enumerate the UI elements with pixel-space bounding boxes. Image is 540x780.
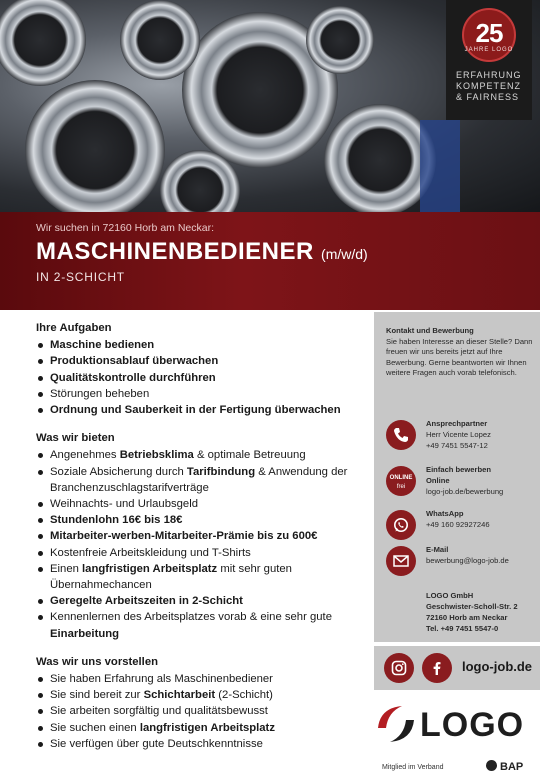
list-item-text: Sie verfügen über gute Deutschkenntnisse bbox=[50, 737, 263, 750]
company-street: Geschwister-Scholl-Str. 2 bbox=[426, 602, 518, 611]
email-title: E-Mail bbox=[426, 545, 449, 554]
company-logo bbox=[374, 700, 540, 750]
online-text bbox=[426, 464, 538, 497]
bap-mark-icon bbox=[486, 760, 497, 771]
gender-tag: (m/w/d) bbox=[321, 246, 368, 262]
badge-line: & FAIRNESS bbox=[456, 92, 520, 102]
list-item-text: Einen bbox=[50, 562, 83, 575]
list-item-text: langfristigen Arbeitsplatz bbox=[82, 562, 218, 575]
job-title-text: MASCHINENBEDIENER bbox=[36, 238, 314, 265]
list-item-text: & Anwendung der Branchenzuschlagstarifverträge bbox=[50, 465, 348, 494]
section-bieten bbox=[36, 430, 366, 642]
list-item-text: Sie haben Erfahrung als Maschinenbediener bbox=[50, 673, 273, 686]
list-item-text: Weihnachts- und Urlaubsgeld bbox=[50, 498, 198, 511]
badge-sub: JAHRE LOGO bbox=[464, 47, 514, 53]
logo-mark-icon bbox=[374, 702, 418, 746]
section-vorstellen bbox=[36, 654, 366, 752]
list-item bbox=[36, 464, 366, 496]
job-title bbox=[36, 238, 368, 266]
membership-note: Mitglied im Verband bbox=[382, 764, 444, 771]
list-item-text: Maschine bedienen bbox=[50, 339, 155, 352]
bap-logo bbox=[486, 760, 523, 773]
list-item-text: Angenehmes bbox=[50, 449, 120, 462]
list-item bbox=[36, 402, 366, 418]
section-heading: Was wir uns vorstellen bbox=[36, 655, 158, 668]
website-link[interactable]: logo-job.de bbox=[462, 659, 533, 674]
list-item bbox=[36, 671, 366, 687]
list-item bbox=[36, 609, 366, 641]
social-bar bbox=[374, 646, 540, 690]
list-item bbox=[36, 545, 366, 561]
list-item-text: & optimale Betreuung bbox=[193, 449, 306, 462]
instagram-icon[interactable] bbox=[384, 653, 414, 683]
mail-icon bbox=[386, 546, 416, 576]
online-title: Einfach bewerben bbox=[426, 465, 491, 474]
list-item bbox=[36, 386, 366, 402]
company-name: LOGO GmbH bbox=[426, 591, 474, 600]
list-item bbox=[36, 528, 366, 544]
section-heading: Was wir bieten bbox=[36, 432, 115, 445]
list-item bbox=[36, 593, 366, 609]
job-description bbox=[36, 320, 366, 764]
list-item-text: mit sehr guten Übernahmechancen bbox=[50, 562, 292, 592]
list-item-text: Produktionsablauf überwachen bbox=[50, 355, 219, 368]
list-item bbox=[36, 370, 366, 386]
list-item bbox=[36, 703, 366, 719]
section-aufgaben bbox=[36, 320, 366, 418]
section-heading: Ihre Aufgaben bbox=[36, 322, 112, 334]
bullet-list bbox=[36, 671, 366, 752]
list-item-text: Tarifbindung bbox=[186, 465, 256, 478]
whatsapp-number[interactable]: +49 160 92927246 bbox=[426, 520, 490, 529]
phone-name: Herr Vicente Lopez bbox=[426, 430, 491, 439]
online-line: Online bbox=[426, 476, 450, 485]
list-item-text: Betriebsklima bbox=[119, 449, 194, 462]
phone-number[interactable]: +49 7451 5547-12 bbox=[426, 441, 488, 450]
contact-intro-text: Sie haben Interesse an dieser Stelle? Dann freuen wir uns bereits jetzt auf Ihre Bewerbung. Gerne beantworten wir Ihnen weitere Fragen auch vorab telefonisch. bbox=[386, 336, 533, 378]
list-item-text: Kennenlernen des Arbeitsplatzes vorab & eine sehr gute bbox=[50, 611, 332, 624]
list-item-text: Mitarbeiter-werben-Mitarbeiter-Prämie bis zu 600€ bbox=[50, 530, 318, 543]
list-item-text: Sie suchen einen bbox=[50, 721, 140, 734]
online-url[interactable]: logo-job.de/bewerbung bbox=[426, 487, 504, 496]
company-address bbox=[426, 590, 536, 634]
online-badge-line: frei bbox=[396, 484, 406, 490]
online-badge-line: ONLINE bbox=[389, 475, 413, 481]
facebook-icon[interactable] bbox=[422, 653, 452, 683]
bullet-list bbox=[36, 447, 366, 641]
list-item bbox=[36, 337, 366, 353]
contact-sidebar bbox=[374, 312, 540, 642]
contact-intro bbox=[386, 326, 534, 379]
badge-circle bbox=[462, 8, 516, 62]
list-item-text: Sie arbeiten sorgfältig und qualitätsbewusst bbox=[50, 705, 268, 718]
hero-image bbox=[0, 0, 540, 212]
list-item-text: Qualitätskontrolle durchführen bbox=[50, 371, 216, 384]
email-text bbox=[426, 544, 538, 566]
email-address[interactable]: bewerbung@logo-job.de bbox=[426, 556, 509, 565]
list-item-text: Störungen beheben bbox=[50, 387, 150, 400]
list-item-text: Kostenfreie Arbeitskleidung und T-Shirts bbox=[50, 546, 251, 559]
whatsapp-icon bbox=[386, 510, 416, 540]
location-intro: Wir suchen in 72160 Horb am Neckar: bbox=[36, 222, 214, 234]
phone-text bbox=[426, 418, 538, 451]
anniversary-badge bbox=[446, 0, 532, 120]
badge-claims bbox=[456, 70, 532, 103]
whatsapp-text bbox=[426, 508, 538, 530]
list-item bbox=[36, 353, 366, 369]
bap-text: BAP bbox=[500, 761, 524, 773]
list-item-text: Schichtarbeit bbox=[143, 689, 216, 702]
list-item-text: Stundenlohn 16€ bis 18€ bbox=[50, 514, 183, 527]
whatsapp-title: WhatsApp bbox=[426, 509, 464, 518]
list-item-text: Geregelte Arbeitszeiten in 2-Schicht bbox=[50, 595, 243, 608]
bullet-list bbox=[36, 337, 366, 418]
logo-wordmark: LOGO bbox=[420, 706, 525, 744]
badge-line: ERFAHRUNG bbox=[456, 70, 522, 80]
list-item-text: langfristigen Arbeitsplatz bbox=[139, 721, 275, 734]
list-item bbox=[36, 687, 366, 703]
contact-intro-title: Kontakt und Bewerbung bbox=[386, 326, 474, 335]
list-item-text: Soziale Absicherung durch bbox=[50, 465, 187, 478]
list-item bbox=[36, 561, 366, 593]
list-item bbox=[36, 512, 366, 528]
company-tel[interactable]: Tel. +49 7451 5547-0 bbox=[426, 624, 499, 633]
phone-title: Ansprechpartner bbox=[426, 419, 488, 428]
phone-icon bbox=[386, 420, 416, 450]
title-band bbox=[0, 212, 540, 310]
badge-line: KOMPETENZ bbox=[456, 81, 522, 91]
shift-subtitle: IN 2-SCHICHT bbox=[36, 270, 125, 284]
list-item bbox=[36, 720, 366, 736]
online-apply-icon bbox=[386, 466, 416, 496]
company-city: 72160 Horb am Neckar bbox=[426, 613, 508, 622]
list-item-text: Ordnung und Sauberkeit in der Fertigung überwachen bbox=[50, 404, 341, 417]
list-item-text: Einarbeitung bbox=[50, 627, 120, 640]
list-item-text: (2-Schicht) bbox=[215, 689, 273, 702]
list-item bbox=[36, 736, 366, 752]
list-item bbox=[36, 496, 366, 512]
badge-number: 25 bbox=[475, 18, 503, 48]
list-item bbox=[36, 447, 366, 463]
list-item-text: Sie sind bereit zur bbox=[50, 689, 144, 702]
